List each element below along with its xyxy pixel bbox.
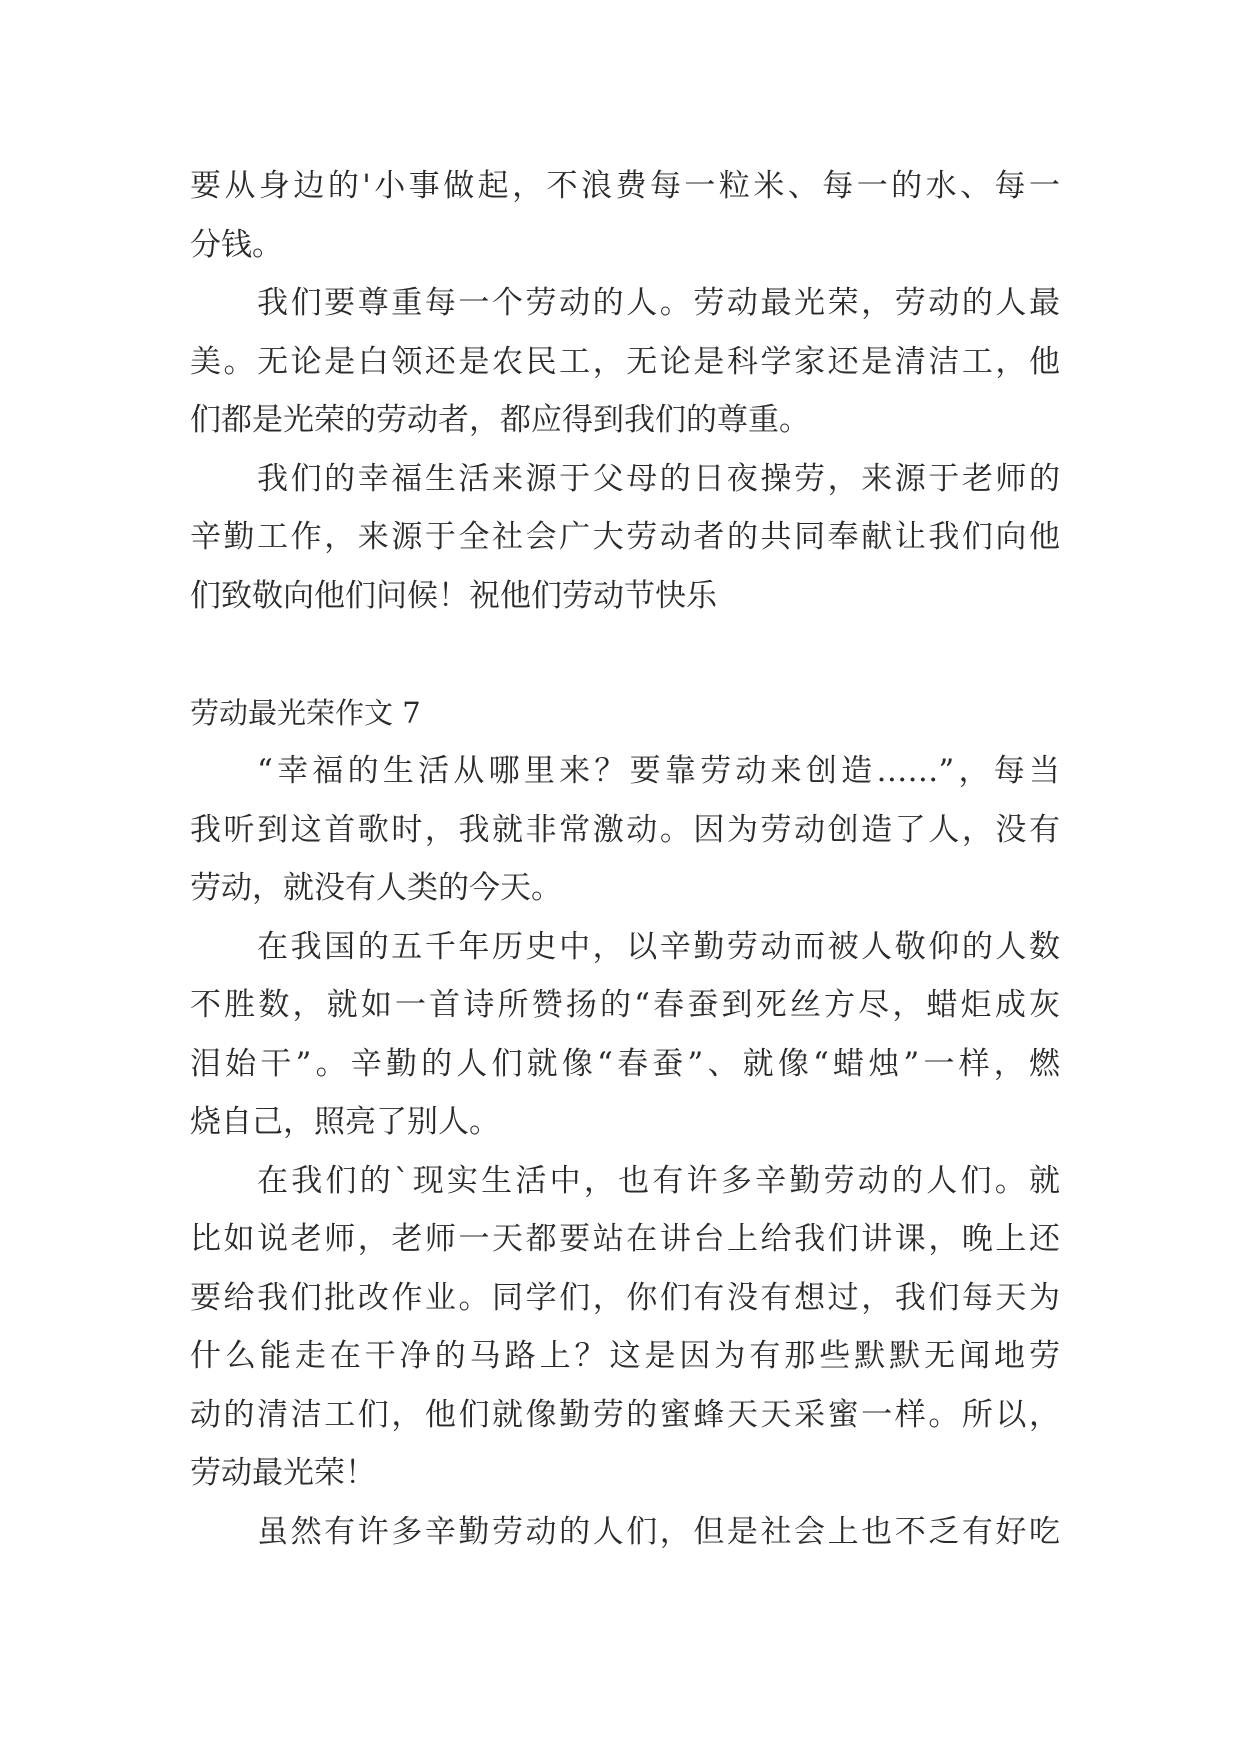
paragraph bbox=[190, 1503, 1060, 1562]
section-title: 劳动最光荣作文 7 bbox=[190, 695, 421, 730]
text-line: 们致敬向他们问候！祝他们劳动节快乐 bbox=[190, 577, 717, 614]
text-line: 美。无论是白领还是农民工，无论是科学家还是清洁工，他 bbox=[190, 343, 1060, 380]
text-line: 动的清洁工们，他们就像勤劳的蜜蜂天天采蜜一样。所以， bbox=[190, 1396, 1060, 1433]
text-line: 劳动，就没有人类的今天。 bbox=[190, 870, 562, 906]
blank-line bbox=[190, 625, 1060, 684]
text-line: 分钱。 bbox=[190, 226, 283, 263]
paragraph bbox=[190, 274, 1060, 450]
document-body bbox=[190, 157, 1060, 1561]
paragraph bbox=[190, 918, 1060, 1152]
text-line: 辛勤工作，来源于全社会广大劳动者的共同奉献让我们向他 bbox=[190, 519, 1060, 555]
text-line: 要从身边的'小事做起，不浪费每一粒米、每一的水、每一 bbox=[190, 168, 1060, 204]
text-line: 我听到这首歌时，我就非常激动。因为劳动创造了人，没有 bbox=[190, 811, 1060, 848]
text-line: 要给我们批改作业。同学们，你们有没有想过，我们每天为 bbox=[190, 1279, 1060, 1316]
text-line: 泪始干”。辛勤的人们就像“春蚕”、就像“蜡烛”一样，燃 bbox=[190, 1045, 1060, 1082]
text-line: “幸福的生活从哪里来？要靠劳动来创造……”，每当 bbox=[257, 753, 1060, 789]
text-line: 虽然有许多辛勤劳动的人们，但是社会上也不乏有好吃 bbox=[257, 1513, 1060, 1550]
text-line: 我们的幸福生活来源于父母的日夜操劳，来源于老师的 bbox=[257, 460, 1060, 497]
text-line: 不胜数，就如一首诗所赞扬的“春蚕到死丝方尽，蜡炬成灰 bbox=[190, 987, 1060, 1023]
text-line: 我们要尊重每一个劳动的人。劳动最光荣，劳动的人最 bbox=[257, 285, 1060, 321]
paragraph bbox=[190, 742, 1060, 918]
text-line: 什么能走在干净的马路上？这是因为有那些默默无闻地劳 bbox=[190, 1338, 1060, 1374]
paragraph bbox=[190, 450, 1060, 626]
text-line: 在我们的`现实生活中，也有许多辛勤劳动的人们。就 bbox=[257, 1162, 1060, 1199]
text-line: 比如说老师，老师一天都要站在讲台上给我们讲课，晚上还 bbox=[190, 1221, 1060, 1257]
text-line: 在我国的五千年历史中，以辛勤劳动而被人敬仰的人数 bbox=[257, 928, 1060, 965]
text-line: 们都是光荣的劳动者，都应得到我们的尊重。 bbox=[190, 402, 810, 438]
text-line: 劳动最光荣！ bbox=[190, 1455, 376, 1491]
paragraph bbox=[190, 157, 1060, 274]
text-line: 烧自己，照亮了别人。 bbox=[190, 1104, 500, 1140]
paragraph bbox=[190, 1152, 1060, 1503]
